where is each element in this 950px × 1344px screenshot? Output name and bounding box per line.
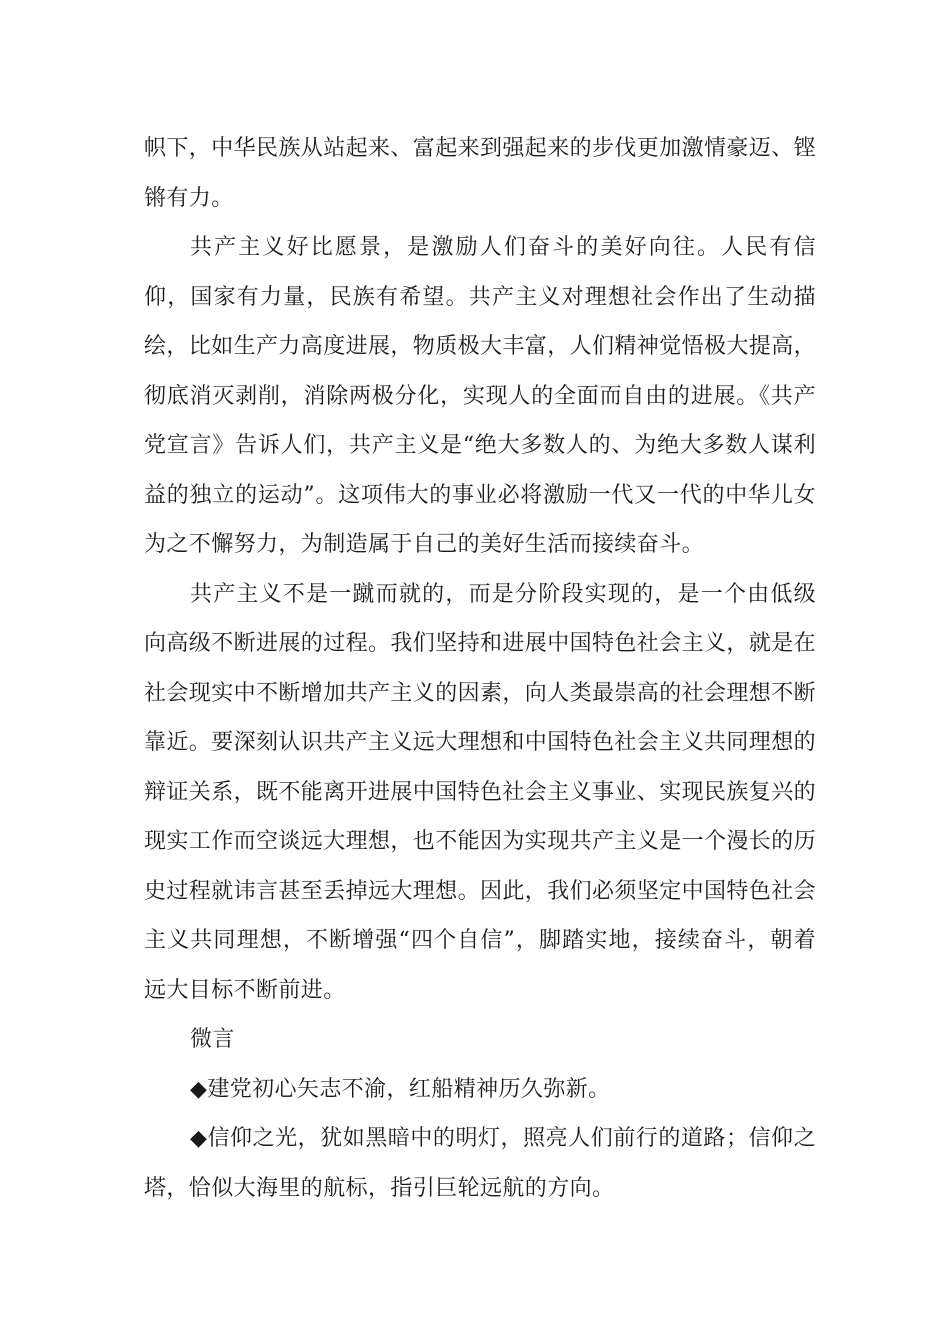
paragraph-continued: 帜下，中华民族从站起来、富起来到强起来的步伐更加激情豪迈、铿锵有力。 <box>144 136 817 211</box>
document-body <box>144 124 816 1213</box>
section-heading-weiyan: 微言 <box>190 1027 235 1052</box>
paragraph-communism-vision: 共产主义好比愿景，是激励人们奋斗的美好向往。人民有信仰，国家有力量，民族有希望。共产主义对理想社会作出了生动描绘，比如生产力高度进展，物质极大丰富，人们精神觉悟极大提高，彻底消灭剥削，消除两极分化，实现人的全面而自由的进展。《共产党宣言》告诉人们，共产主义是“绝大多数人的、为绝大多数人谋利益的独立的运动”。这项伟大的事业必将激励一代又一代的中华儿女为之不懈努力，为制造属于自己的美好生活而接续奋斗。 <box>144 235 817 557</box>
quote-item-1: ◆建党初心矢志不渝，红船精神历久弥新。 <box>190 1076 611 1102</box>
paragraph-communism-stages: 共产主义不是一蹴而就的，而是分阶段实现的，是一个由低级向高级不断进展的过程。我们坚持和进展中国特色社会主义，就是在社会现实中不断增加共产主义的因素，向人类最崇高的社会理想不断靠近。要深刻认识共产主义远大理想和中国特色社会主义共同理想的辩证关系，既不能离开进展中国特色社会主义事业、实现民族复兴的现实工作而空谈远大理想，也不能因为实现共产主义是一个漫长的历史过程就讳言甚至丢掉远大理想。因此，我们必须坚定中国特色社会主义共同理想，不断增强“四个自信”，脚踏实地，接续奋斗，朝着远大目标不断前进。 <box>144 581 817 1003</box>
quote-item-2: ◆信仰之光，犹如黑暗中的明灯，照亮人们前行的道路；信仰之塔，恰似大海里的航标，指引巨轮远航的方向。 <box>144 1126 816 1201</box>
